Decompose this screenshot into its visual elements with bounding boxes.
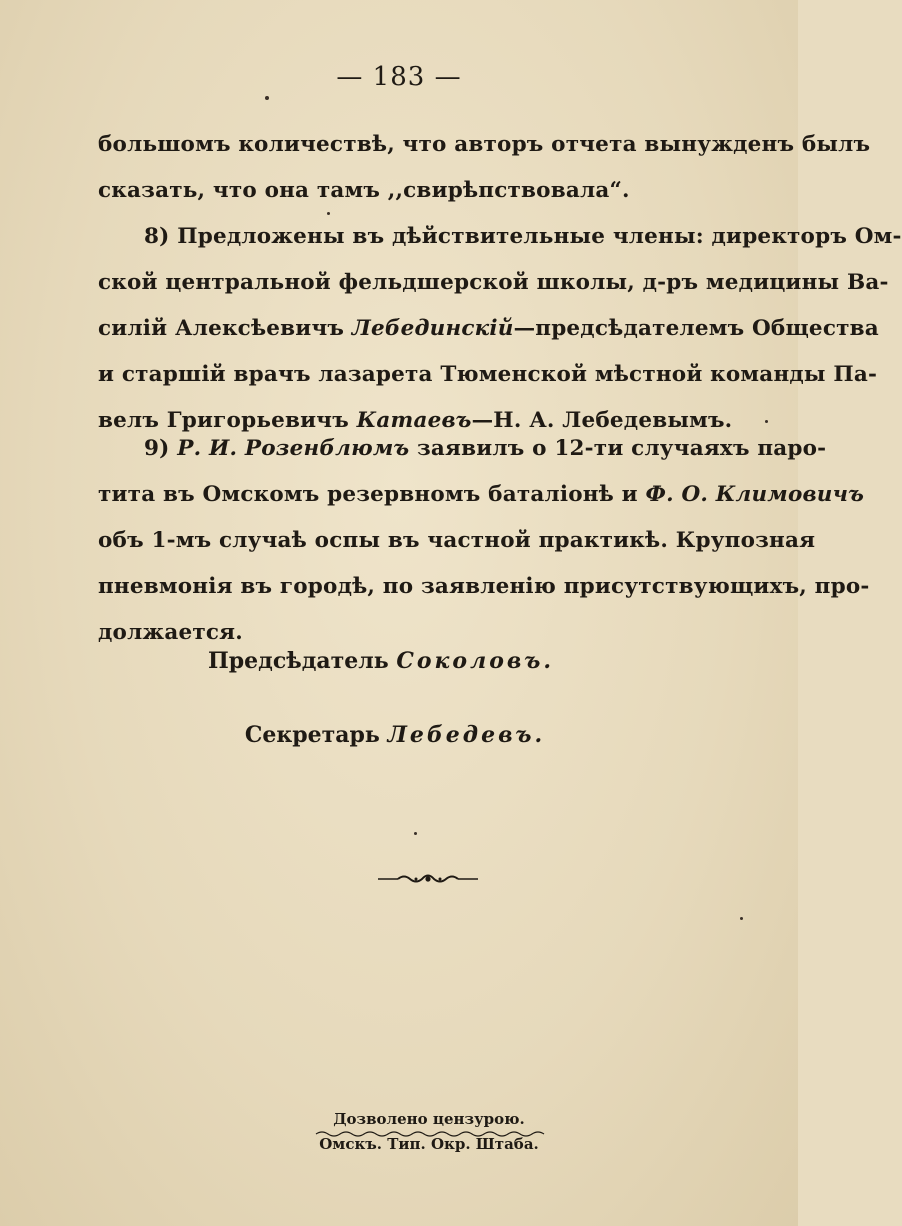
signature-title: Предсѣдатель bbox=[208, 648, 397, 674]
text-line: пневмонія въ городѣ, по заявленію присутствующихъ, про- bbox=[98, 574, 870, 599]
printer-imprint: Омскъ. Тип. Окр. Штаба. bbox=[319, 1135, 539, 1153]
text-line bbox=[98, 472, 865, 518]
person-name: Катаевъ bbox=[356, 408, 472, 433]
secretary-signature bbox=[0, 722, 794, 748]
text-line: ской центральной фельдшерской школы, д-ръ медицины Ва- bbox=[98, 270, 889, 295]
chairman-signature bbox=[0, 648, 780, 674]
censor-approval: Дозволено цензурою. bbox=[333, 1110, 525, 1128]
signature-name: Лебедевъ. bbox=[387, 722, 546, 748]
text-line: большомъ количествѣ, что авторъ отчета вынужденъ былъ bbox=[98, 132, 871, 157]
signature-name: Соколовъ. bbox=[396, 648, 554, 674]
ornament-divider-icon bbox=[376, 872, 480, 886]
text-line: сказать, что она тамъ ,,свирѣпствовала“. bbox=[98, 178, 630, 203]
paper-speck bbox=[765, 420, 768, 423]
paper-speck bbox=[740, 917, 743, 920]
page-number: — 183 — bbox=[336, 62, 462, 92]
text-line: объ 1-мъ случаѣ оспы въ частной практикѣ. Крупозная bbox=[98, 528, 816, 553]
paragraph-8 bbox=[98, 214, 902, 444]
signature-title: Секретарь bbox=[244, 722, 388, 748]
text-line: 8) Предложены въ дѣйствительные члены: директоръ Ом- bbox=[144, 224, 902, 249]
person-name: Ф. О. Климовичъ bbox=[645, 482, 865, 507]
text-line bbox=[98, 306, 879, 352]
text-run: велъ Григорьевичъ bbox=[98, 408, 357, 433]
paper-speck bbox=[265, 96, 269, 100]
paper-speck bbox=[327, 212, 330, 215]
text-run: тита въ Омскомъ резервномъ баталіонѣ и bbox=[98, 482, 646, 507]
text-run: —Н. А. Лебедевымъ. bbox=[471, 408, 733, 433]
paragraph-continuation bbox=[98, 122, 871, 214]
text-line: должается. bbox=[98, 620, 243, 645]
paragraph-9 bbox=[98, 426, 870, 656]
text-line bbox=[98, 426, 827, 472]
person-name: Лебединскій bbox=[351, 316, 514, 341]
text-run: 9) bbox=[144, 436, 178, 461]
text-line: и старшій врачъ лазарета Тюменской мѣстной команды Па- bbox=[98, 362, 878, 387]
person-name: Р. И. Розенблюмъ bbox=[177, 436, 410, 461]
text-run: заявилъ о 12-ти случаяхъ паро- bbox=[409, 436, 827, 461]
text-run: силій Алексѣевичъ bbox=[98, 316, 352, 341]
paper-speck bbox=[414, 832, 417, 835]
text-run: —предсѣдателемъ Общества bbox=[513, 316, 879, 341]
